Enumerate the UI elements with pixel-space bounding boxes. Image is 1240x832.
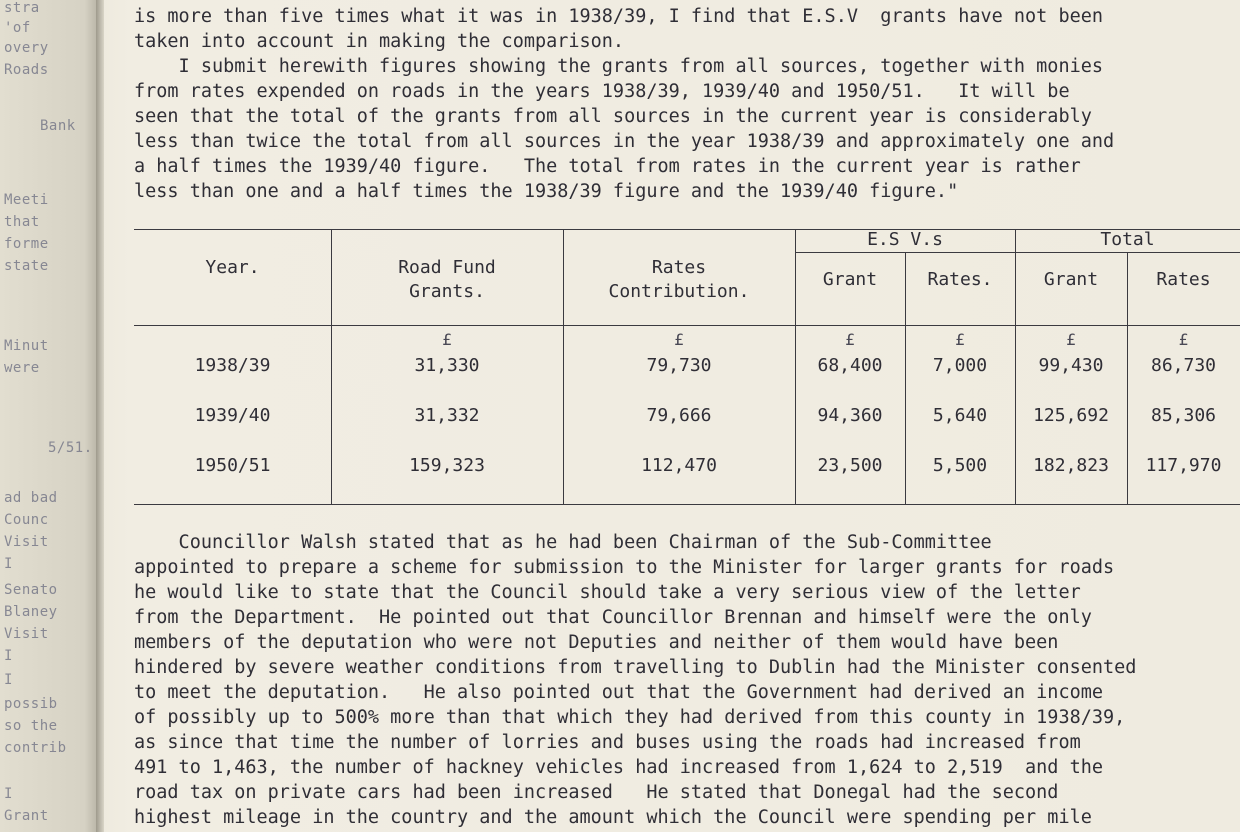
- text-line: from the Department. He pointed out that Councillor Brennan and himself were the only: [134, 607, 1092, 628]
- margin-fragment: ad bad: [4, 490, 58, 506]
- margin-fragment: Visit: [4, 626, 49, 642]
- cell-year: 1950/51: [194, 455, 271, 476]
- margin-fragment: I: [4, 556, 13, 572]
- currency-symbol: £: [1066, 330, 1076, 349]
- text-line: less than twice the total from all sources in the year 1938/39 and approximately one and: [134, 131, 1115, 152]
- text-line: I submit herewith figures showing the grants from all sources, together with monies: [134, 56, 1104, 77]
- cell-total-grant: 99,430: [1038, 355, 1104, 376]
- previous-page-margin: [0, 0, 97, 832]
- margin-fragment: so the: [4, 718, 58, 734]
- text-line: of possibly up to 500% more than that which they had derived from this county in 1938/39,: [134, 707, 1126, 728]
- header-year: Year.: [205, 257, 260, 278]
- margin-fragment: that: [4, 214, 40, 230]
- table-header-rule: [134, 325, 1240, 326]
- currency-symbol: £: [442, 330, 452, 349]
- text-line: he would like to state that the Council should take a very serious view of the letter: [134, 582, 1081, 603]
- margin-fragment: 5/51.: [48, 440, 93, 456]
- text-line: seen that the total of the grants from all sources in the current year is considerably: [134, 106, 1092, 127]
- margin-fragment: were: [4, 360, 40, 376]
- cell-esv-grant: 68,400: [817, 355, 883, 376]
- margin-fragment: Visit: [4, 534, 49, 550]
- currency-symbol: £: [674, 330, 684, 349]
- margin-fragment: I: [4, 648, 13, 664]
- margin-fragment: Bank: [40, 118, 76, 134]
- cell-esv-grant: 94,360: [817, 405, 883, 426]
- text-line: is more than five times what it was in 1938/39, I find that E.S.V grants have not been: [134, 6, 1104, 27]
- text-line: a half times the 1939/40 figure. The total from rates in the current year is rather: [134, 156, 1081, 177]
- cell-rates: 79,666: [646, 405, 712, 426]
- text-line: Councillor Walsh stated that as he had been Chairman of the Sub-Committee: [134, 532, 992, 553]
- currency-symbol: £: [1178, 330, 1189, 349]
- cell-year: 1938/39: [194, 355, 271, 376]
- cell-esv-rates: 5,500: [932, 455, 988, 476]
- cell-total-rates: 117,970: [1145, 455, 1222, 476]
- margin-fragment: stra: [4, 0, 40, 16]
- margin-fragment: Blaney: [4, 604, 58, 620]
- cell-total-grant: 125,692: [1033, 405, 1109, 426]
- cell-year: 1939/40: [194, 405, 271, 426]
- margin-fragment: Grant: [4, 808, 49, 824]
- cell-esv-grant: 23,500: [817, 455, 883, 476]
- margin-fragment: forme: [4, 236, 49, 252]
- currency-symbol: £: [845, 330, 855, 349]
- text-line: 491 to 1,463, the number of hackney vehicles had increased from 1,624 to 2,519 and the: [134, 757, 1104, 778]
- margin-fragment: Minut: [4, 338, 49, 354]
- currency-symbol: £: [955, 330, 965, 349]
- margin-fragment: possib: [4, 696, 58, 712]
- cell-esv-rates: 7,000: [932, 355, 988, 376]
- header-road-fund-grants: Grants.: [409, 281, 485, 302]
- cell-road-fund: 159,323: [409, 455, 485, 476]
- header-total-group: Total: [1100, 229, 1155, 250]
- text-line: less than one and a half times the 1938/39 figure and the 1939/40 figure.": [134, 181, 959, 202]
- header-rates: Rates: [651, 257, 707, 278]
- text-line: to meet the deputation. He also pointed out that the Government had derived an income: [134, 682, 1104, 703]
- cell-road-fund: 31,330: [414, 355, 480, 376]
- cell-rates: 112,470: [641, 455, 717, 476]
- cell-esv-rates: 5,640: [932, 405, 988, 426]
- header-total-rates: Rates: [1156, 269, 1211, 290]
- text-line: appointed to prepare a scheme for submission to the Minister for larger grants for roads: [134, 557, 1115, 578]
- margin-fragment: Meeti: [4, 192, 49, 208]
- margin-fragment: Counc: [4, 512, 49, 528]
- margin-fragment: 'of: [4, 20, 31, 36]
- header-esv-grant: Grant: [822, 269, 878, 290]
- cell-rates: 79,730: [646, 355, 712, 376]
- text-line: road tax on private cars had been increased He stated that Donegal had the second: [134, 782, 1059, 803]
- margin-fragment: state: [4, 258, 49, 274]
- margin-fragment: overy: [4, 40, 49, 56]
- cell-total-rates: 86,730: [1150, 355, 1217, 376]
- table-group-rule: [795, 252, 1240, 253]
- header-total-grant: Grant: [1043, 269, 1099, 290]
- cell-total-grant: 182,823: [1033, 455, 1109, 476]
- margin-fragment: Roads: [4, 62, 49, 78]
- margin-fragment: contrib: [4, 740, 67, 756]
- book-spine-shadow: [96, 0, 104, 832]
- text-line: from rates expended on roads in the years 1938/39, 1939/40 and 1950/51. It will be: [134, 81, 1070, 102]
- text-line: taken into account in making the comparison.: [134, 31, 625, 52]
- margin-fragment: I: [4, 786, 13, 802]
- margin-fragment: I: [4, 672, 13, 688]
- text-line: as since that time the number of lorries and buses using the roads had increased from: [134, 732, 1081, 753]
- cell-total-rates: 85,306: [1150, 405, 1217, 426]
- header-road-fund: Road Fund: [398, 257, 496, 278]
- table-bottom-rule: [134, 504, 1240, 505]
- margin-fragment: Senato: [4, 582, 58, 598]
- text-line: hindered by severe weather conditions from travelling to Dublin had the Minister consented: [134, 657, 1137, 678]
- text-line: highest mileage in the country and the amount which the Council were spending per mile: [134, 807, 1092, 828]
- text-line: members of the deputation who were not Deputies and neither of them would have been: [134, 632, 1059, 653]
- header-esv-rates: Rates.: [927, 269, 993, 290]
- cell-road-fund: 31,332: [414, 405, 480, 426]
- header-rates-contribution: Contribution.: [608, 281, 750, 302]
- header-esv-group: E.S V.s: [867, 229, 943, 250]
